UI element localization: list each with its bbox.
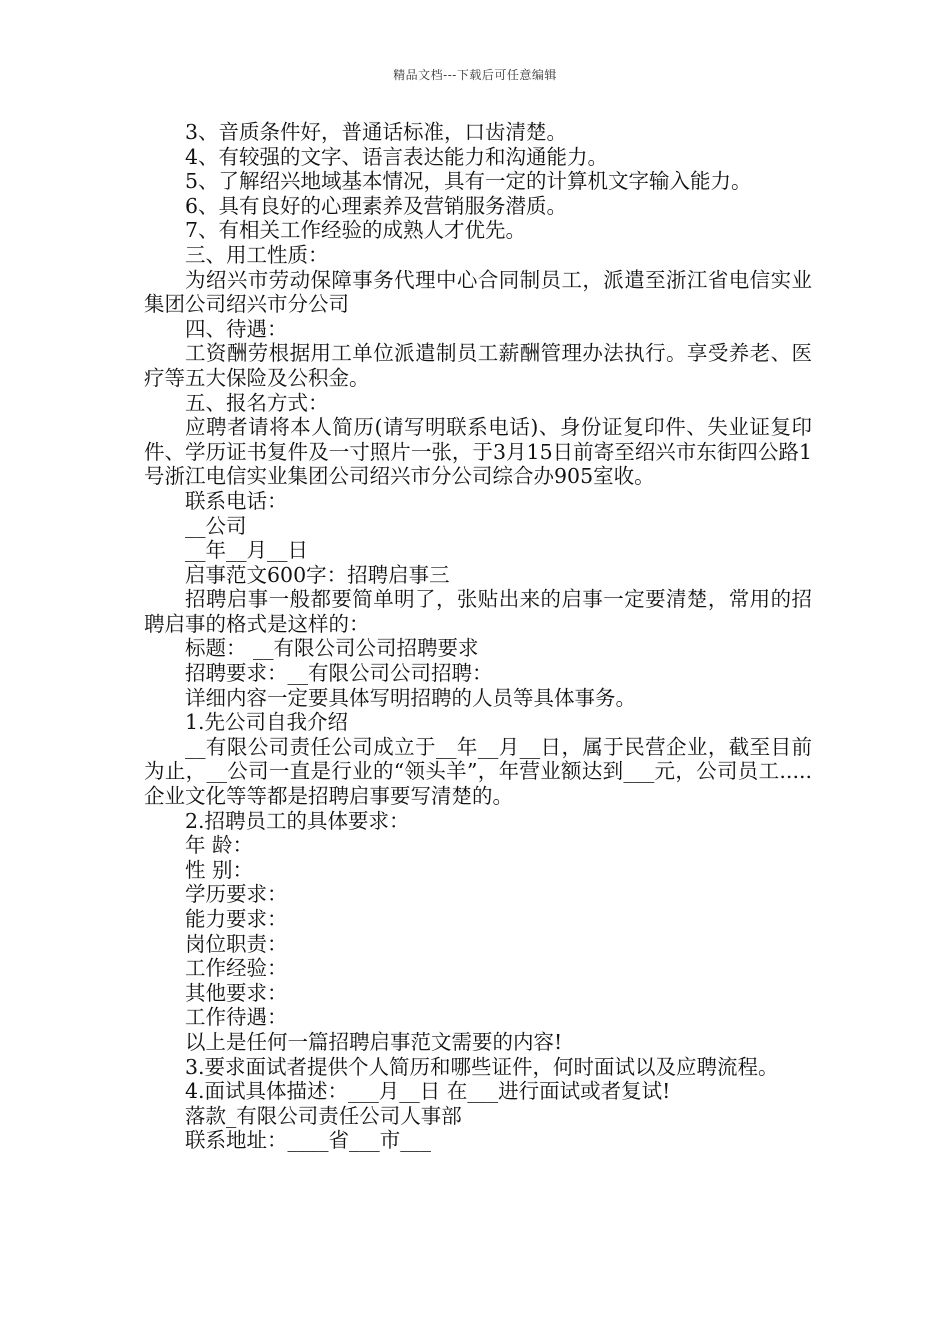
paragraph: 年 龄： bbox=[185, 833, 254, 858]
paragraph: 4、有较强的文字、语言表达能力和沟通能力。 bbox=[185, 144, 609, 169]
paragraph: 性 别： bbox=[185, 857, 254, 882]
paragraph: 5、了解绍兴地域基本情况，具有一定的计算机文字输入能力。 bbox=[185, 169, 752, 194]
paragraph: 招聘启事一般都要简单明了，张贴出来的启事一定要清楚，常用的招聘启事的格式是这样的： bbox=[144, 587, 812, 636]
page-header: 精品文档---下载后可任意编辑 bbox=[393, 68, 557, 82]
paragraph: 其他要求： bbox=[185, 980, 288, 1005]
paragraph: 6、具有良好的心理素养及营销服务潜质。 bbox=[185, 193, 568, 218]
paragraph: 1.先公司自我介绍 bbox=[185, 710, 349, 735]
paragraph: 详细内容一定要具体写明招聘的人员等具体事务。 bbox=[185, 685, 636, 710]
paragraph: 工资酬劳根据用工单位派遣制员工薪酬管理办法执行。享受养老、医疗等五大保险及公积金。 bbox=[144, 341, 812, 390]
paragraph: 学历要求： bbox=[185, 882, 288, 907]
paragraph: 应聘者请将本人简历(请写明联系电话)、身份证复印件、失业证复印件、学历证书复件及一寸照片一张，于3月15日前寄至绍兴市东街四公路1号浙江电信实业集团公司绍兴市分公司综合办905室收。 bbox=[144, 415, 812, 489]
paragraph: __年__月__日 bbox=[185, 538, 308, 563]
paragraph: 标题： __有限公司公司招聘要求 bbox=[185, 636, 479, 661]
paragraph: 启事范文600字：招聘启事三 bbox=[185, 562, 450, 587]
paragraph: 招聘要求：__有限公司公司招聘： bbox=[185, 661, 493, 686]
paragraph: 3、音质条件好，普通话标准，口齿清楚。 bbox=[185, 120, 568, 144]
paragraph: __有限公司责任公司成立于__年__月__日，属于民营企业，截至目前为止，__公司一直是行业的“领头羊”，年营业额达到___元，公司员工.....企业文化等等都是招聘启事要写清楚的。 bbox=[144, 734, 812, 809]
section-heading: 三、用工性质： bbox=[185, 242, 329, 267]
paragraph: 岗位职责： bbox=[185, 931, 288, 956]
paragraph: 联系电话： bbox=[185, 488, 288, 513]
paragraph: 联系地址：____省___市___ bbox=[185, 1128, 431, 1153]
section-heading: 五、报名方式： bbox=[185, 390, 329, 415]
paragraph: 3.要求面试者提供个人简历和哪些证件，何时面试以及应聘流程。 bbox=[185, 1054, 779, 1079]
paragraph: 2.招聘员工的具体要求： bbox=[185, 808, 410, 833]
paragraph: 以上是任何一篇招聘启事范文需要的内容! bbox=[185, 1029, 563, 1054]
paragraph: 工作待遇： bbox=[185, 1005, 288, 1030]
document-body bbox=[144, 120, 812, 1153]
paragraph: __公司 bbox=[185, 513, 247, 538]
section-heading: 四、待遇： bbox=[185, 316, 288, 341]
paragraph: 能力要求： bbox=[185, 907, 288, 931]
paragraph: 工作经验： bbox=[185, 956, 288, 981]
paragraph: 4.面试具体描述：___月__日 在___进行面试或者复试! bbox=[185, 1079, 671, 1104]
paragraph: 为绍兴市劳动保障事务代理中心合同制员工，派遣至浙江省电信实业集团公司绍兴市分公司 bbox=[144, 267, 812, 317]
paragraph: 落款_有限公司责任公司人事部 bbox=[185, 1103, 462, 1128]
paragraph: 7、有相关工作经验的成熟人才优先。 bbox=[185, 218, 527, 243]
